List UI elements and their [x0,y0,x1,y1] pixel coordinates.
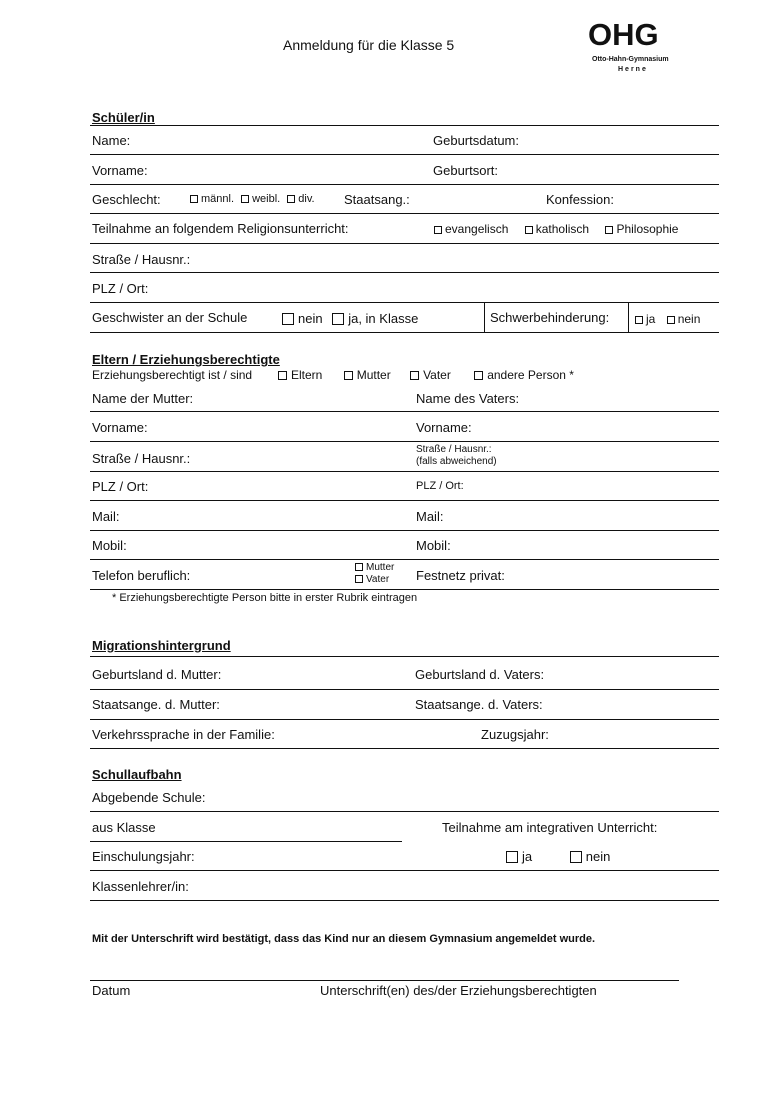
label-staatsange-mutter: Staatsange. d. Mutter: [92,697,220,712]
label-klassenlehrer: Klassenlehrer/in: [92,879,189,894]
label-geschlecht: Geschlecht: [92,192,161,207]
label-festnetz: Festnetz privat: [416,568,505,583]
label-plz: PLZ / Ort: [92,281,149,296]
divider [90,500,719,501]
label-mail-mutter: Mail: [92,509,120,524]
divider [90,748,719,749]
option-integrativ-ja[interactable]: ja [506,849,532,864]
schwer-options [635,312,700,326]
divider [90,441,719,442]
label-einschulungsjahr: Einschulungsjahr: [92,849,195,864]
integrativ-options [506,849,610,864]
divider [484,302,485,332]
option-mutter[interactable]: Mutter [344,368,391,382]
checkbox-icon[interactable] [474,371,483,380]
option-geschwister-nein[interactable]: nein [282,311,323,326]
label-datum: Datum [92,983,131,998]
option-weibl[interactable]: weibl. [241,193,280,205]
checkbox-icon[interactable] [190,195,198,203]
telefon-option-vater[interactable]: Vater [355,575,389,585]
label-unterschrift: Unterschrift(en) des/der Erziehungsberechtigten [320,983,597,998]
divider [90,471,719,472]
section-header-eltern: Eltern / Erziehungsberechtigte [92,352,280,367]
checkbox-icon[interactable] [278,371,287,380]
divider [90,841,402,842]
label-schwerbehinderung: Schwerbehinderung: [490,310,610,325]
divider [90,154,719,155]
checkbox-icon[interactable] [287,195,295,203]
divider [90,184,719,185]
label-aus-klasse: aus Klasse [92,820,156,835]
checkbox-icon[interactable] [434,226,442,234]
logo-city: Herne [618,66,648,73]
divider [90,589,719,590]
option-div[interactable]: div. [287,193,314,205]
section-header-schueler: Schüler/in [92,110,155,125]
page-title: Anmeldung für die Klasse 5 [283,37,455,53]
label-strasse-vater: Straße / Hausnr.: [416,444,492,455]
label-geburtsort: Geburtsort: [433,163,499,178]
option-katholisch[interactable]: katholisch [525,222,589,236]
ohg-logo-mark [588,15,678,51]
option-andere[interactable]: andere Person * [474,368,574,382]
divider [90,559,719,560]
label-integrativ: Teilnahme am integrativen Unterricht: [442,820,658,835]
label-strasse: Straße / Hausnr.: [92,252,191,267]
divider [90,870,719,871]
section-header-migration: Migrationshintergrund [92,638,231,653]
label-zuzugsjahr: Zuzugsjahr: [481,727,549,742]
checkbox-icon[interactable] [355,575,363,583]
label-name-vater: Name des Vaters: [416,391,520,406]
telefon-option-mutter[interactable]: Mutter [355,563,394,573]
geschwister-options [282,311,418,326]
divider [90,243,719,244]
footnote: * Erziehungsberechtigte Person bitte in erster Rubrik eintragen [112,592,418,604]
checkbox-icon[interactable] [344,371,353,380]
label-mobil-vater: Mobil: [416,538,451,553]
checkbox-icon[interactable] [667,316,675,324]
label-staatsange-vater: Staatsange. d. Vaters: [415,697,543,712]
checkbox-icon[interactable] [355,563,363,571]
label-mail-vater: Mail: [416,509,444,524]
section-header-schullaufbahn: Schullaufbahn [92,767,182,782]
option-vater[interactable]: Vater [410,368,451,382]
divider [90,213,719,214]
label-plz-mutter: PLZ / Ort: [92,479,149,494]
label-religion: Teilnahme an folgendem Religionsunterricht: [92,221,349,236]
checkbox-icon[interactable] [506,851,518,863]
label-name: Name: [92,133,131,148]
label-erziehungsberechtigt: Erziehungsberechtigt ist / sind [92,368,253,382]
label-staatsang: Staatsang.: [344,192,410,207]
option-schwer-ja[interactable]: ja [635,312,655,326]
label-name-mutter: Name der Mutter: [92,391,194,406]
checkbox-icon[interactable] [282,313,294,325]
label-vorname-vater: Vorname: [416,420,472,435]
option-integrativ-nein[interactable]: nein [570,849,611,864]
divider [90,811,719,812]
label-mobil-mutter: Mobil: [92,538,127,553]
label-geschwister: Geschwister an der Schule [92,310,248,325]
school-logo [588,15,678,77]
option-evangelisch[interactable]: evangelisch [434,222,508,236]
divider [90,900,719,901]
logo-mark-text: OHG [588,17,659,51]
erz-options [278,368,574,382]
checkbox-icon[interactable] [605,226,613,234]
checkbox-icon[interactable] [635,316,643,324]
label-vorname-mutter: Vorname: [92,420,148,435]
option-philosophie[interactable]: Philosophie [605,222,678,236]
option-geschwister-ja[interactable]: ja, in Klasse [332,311,418,326]
confirmation-text: Mit der Unterschrift wird bestätigt, dass das Kind nur an diesem Gymnasium angemeldet wurde. [92,933,596,945]
signature-line [90,980,679,981]
divider [90,302,719,303]
label-vorname: Vorname: [92,163,148,178]
divider [90,530,719,531]
label-abgebende-schule: Abgebende Schule: [92,790,206,805]
divider [90,272,719,273]
checkbox-icon[interactable] [241,195,249,203]
logo-school-name: Otto-Hahn-Gymnasium [592,56,669,63]
option-eltern[interactable]: Eltern [278,368,322,382]
label-konfession: Konfession: [546,192,614,207]
geschlecht-options [190,193,315,205]
label-strasse-vater-note: (falls abweichend) [416,456,497,467]
divider [90,656,719,657]
checkbox-icon[interactable] [332,313,344,325]
label-telefon: Telefon beruflich: [92,568,191,583]
checkbox-icon[interactable] [410,371,419,380]
divider [90,411,719,412]
label-plz-vater: PLZ / Ort: [416,480,464,492]
divider [90,719,719,720]
divider [90,332,719,333]
label-verkehrssprache: Verkehrssprache in der Familie: [92,727,275,742]
divider [628,302,629,332]
label-strasse-mutter: Straße / Hausnr.: [92,451,191,466]
checkbox-icon[interactable] [570,851,582,863]
label-geburtsland-vater: Geburtsland d. Vaters: [415,667,545,682]
label-geburtsdatum: Geburtsdatum: [433,133,519,148]
option-schwer-nein[interactable]: nein [667,312,701,326]
label-geburtsland-mutter: Geburtsland d. Mutter: [92,667,222,682]
divider [90,125,719,126]
checkbox-icon[interactable] [525,226,533,234]
religion-options [434,222,678,236]
divider [90,689,719,690]
option-maennl[interactable]: männl. [190,193,234,205]
